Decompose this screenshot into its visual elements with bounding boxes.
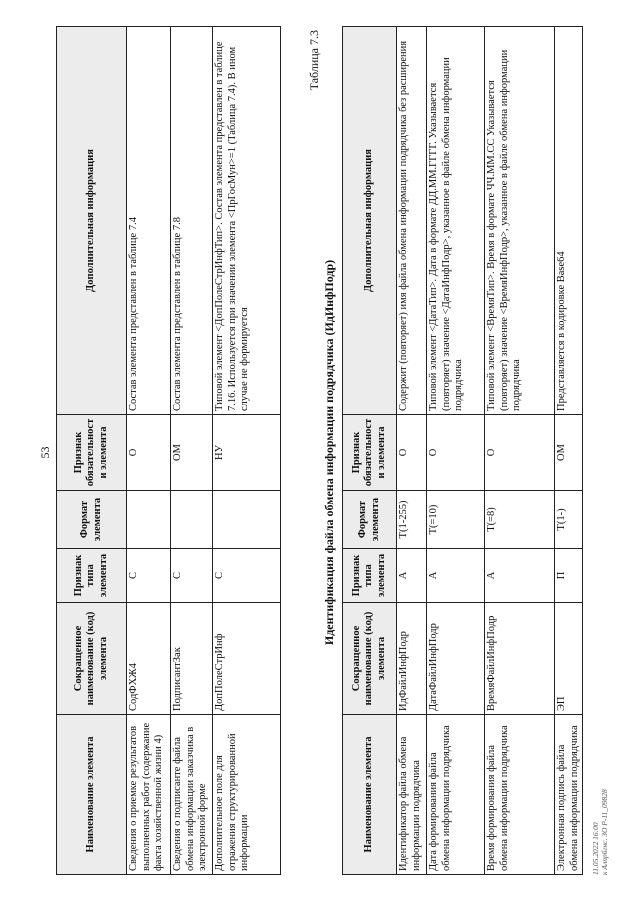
cell-format <box>171 491 213 549</box>
header-element-code: Сокращенное наименование (код) элемента <box>57 603 127 715</box>
table-row <box>485 27 555 875</box>
cell-name: Идентификатор файла обмена информации подрядчика <box>397 715 427 875</box>
header-element-info: Дополнительная информация <box>57 27 127 415</box>
cell-required: О <box>127 415 171 491</box>
header-element-name: Наименование элемента <box>343 715 397 875</box>
page-number: 53 <box>38 446 52 459</box>
header-element-info: Дополнительная информация <box>343 27 397 415</box>
header-element-format: Формат элемента <box>343 491 397 549</box>
cell-required: НУ <box>213 415 281 491</box>
stamp-line: 11.05.2022 16:00 <box>591 822 600 875</box>
cell-name: Дата формирования файла обмена информации подрядчика <box>427 715 485 875</box>
cell-name: Сведения о подписанте файла обмена информации заказчика в электронной форме <box>171 715 213 875</box>
table-row <box>213 27 281 875</box>
cell-code: ДатаФайлИнфПодр <box>427 603 485 715</box>
header-element-name: Наименование элемента <box>57 715 127 875</box>
cell-required: О <box>397 415 427 491</box>
cell-info: Состав элемента представлен в таблице 7.8 <box>171 27 213 415</box>
table-row <box>397 27 427 875</box>
header-element-required: Признак обязательности элемента <box>343 415 397 491</box>
cell-info: Содержит (повторяет) имя файла обмена информации подрядчика без расширения <box>397 27 427 415</box>
table-row <box>127 27 171 875</box>
cell-required: ОМ <box>555 415 583 491</box>
cell-code: ИдФайлИнфПодр <box>397 603 427 715</box>
cell-code: ЭП <box>555 603 583 715</box>
cell-format: Т(1-255) <box>397 491 427 549</box>
cell-info: Типовой элемент <ВремяТип>. Время в формате ЧЧ.ММ.СС Указывается (повторяет) значение <ВремяИнфПодр>, указанное в файле обмена информации подрядчика <box>485 27 555 415</box>
cell-info: Представляется в кодировке Base64 <box>555 27 583 415</box>
table-number-label: Таблица 7.3 <box>307 30 321 91</box>
cell-info: Типовой элемент <ДопПолеСтрИнфТип>. Состав элемента представлен в таблице 7.16. Используется при значении элемента <ПрГосМун>=1 (Таблица 7.4). В ином случае не формируется <box>213 27 281 415</box>
cell-type: П <box>555 549 583 603</box>
header-element-format: Формат элемента <box>57 491 127 549</box>
table-row <box>427 27 485 875</box>
cell-code: ДопПолеСтрИнф <box>213 603 281 715</box>
cell-format: Т(=8) <box>485 491 555 549</box>
cell-code: СодФХЖ4 <box>127 603 171 715</box>
cell-format <box>213 491 281 549</box>
cell-info: Состав элемента представлен в таблице 7.4 <box>127 27 171 415</box>
cell-code: ВремяФайлИнфПодр <box>485 603 555 715</box>
table-row <box>555 27 583 875</box>
print-stamp <box>592 789 609 875</box>
cell-name: Электронная подпись файла обмена информации подрядчика <box>555 715 583 875</box>
table-row <box>171 27 213 875</box>
cell-format: Т(=10) <box>427 491 485 549</box>
header-element-required: Признак обязательности элемента <box>57 415 127 491</box>
stamp-line: к Алпрбгнс. ЗО Р-11_09828 <box>599 789 609 875</box>
cell-required: О <box>485 415 555 491</box>
cell-type: С <box>171 549 213 603</box>
cell-name: Время формирования файла обмена информации подрядчика <box>485 715 555 875</box>
cell-name: Дополнительное поле для отражения структурированной информации <box>213 715 281 875</box>
cell-code: ПодписантЗак <box>171 603 213 715</box>
cell-type: А <box>397 549 427 603</box>
cell-format <box>127 491 171 549</box>
table-caption: Идентификация файла обмена информации подрядчика (ИдИнфПодр) <box>322 259 336 646</box>
cell-type: А <box>485 549 555 603</box>
cell-type: А <box>427 549 485 603</box>
cell-required: О <box>427 415 485 491</box>
cell-required: ОМ <box>171 415 213 491</box>
cell-info: Типовой элемент <ДатаТип>. Дата в формате ДД.ММ.ГГГГ. Указывается (повторяет) значение <ДатаИнфПодр>, указанное в файле обмена информации подрядчика <box>427 27 485 415</box>
elements-table-bottom <box>342 26 583 875</box>
header-element-type: Признак типа элемента <box>343 549 397 603</box>
header-element-type: Признак типа элемента <box>57 549 127 603</box>
cell-type: С <box>127 549 171 603</box>
cell-type: С <box>213 549 281 603</box>
header-element-code: Сокращенное наименование (код) элемента <box>343 603 397 715</box>
elements-table-top <box>56 26 281 875</box>
cell-format: Т(1-) <box>555 491 583 549</box>
cell-name: Сведения о приемке результатов выполненных работ (содержание факта хозяйственной жизни 4) <box>127 715 171 875</box>
